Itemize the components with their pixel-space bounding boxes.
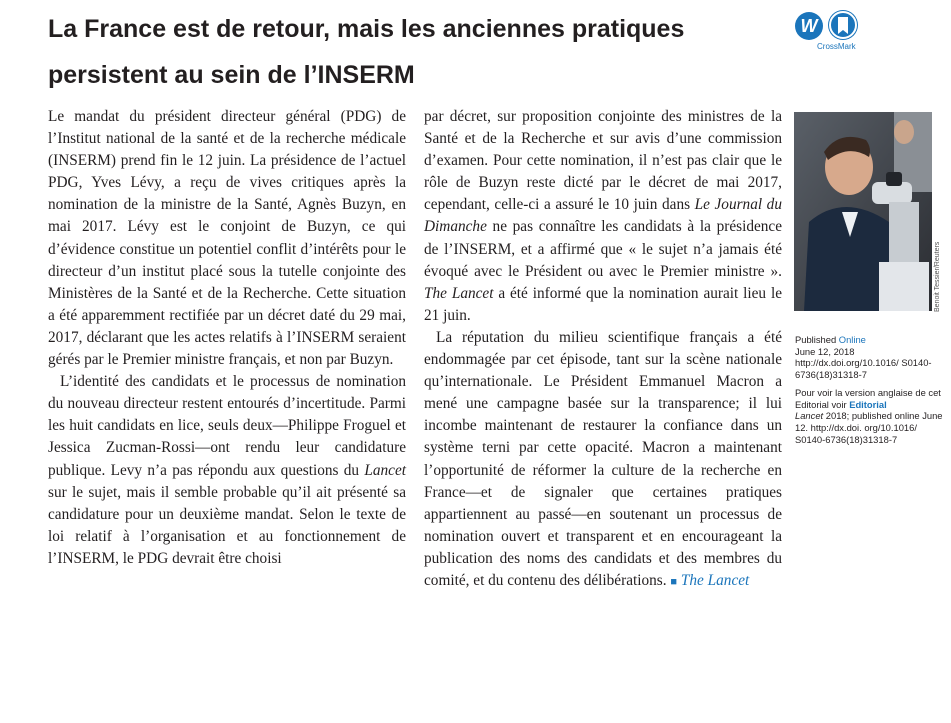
paragraph-4 — [424, 327, 782, 593]
the-lancet-italic: The Lancet — [424, 284, 494, 302]
macron-photo — [794, 112, 932, 311]
paragraph-2-text-b: sur le sujet, mais il semble probable qu’il ait présenté sa candidature pour un deuxième mandat. Selon le texte de loi relatif à l’organisation et au fonctionnement de l’INSERM, le PDG devrait être choisi — [48, 483, 406, 567]
published-online-link[interactable]: Online — [838, 334, 866, 345]
crossmark-icon[interactable] — [828, 10, 858, 40]
publication-sidebar — [795, 334, 945, 451]
paragraph-3 — [424, 106, 782, 327]
column-middle — [424, 106, 782, 593]
paragraph-2 — [48, 371, 406, 570]
signature: The Lancet — [680, 571, 750, 589]
published-label: Published — [795, 334, 839, 345]
paragraph-2-text-a: L’identité des candidats et le processus de nomination du nouveau directeur restent entourés d’incertitude. Parmi les huit candidats en lice, seuls deux—Philippe Froguel et Jessica Zucman-Rossi—ont rendu leur candidature publique. Levy n’a pas répondu aux questions du — [48, 373, 406, 479]
column-left — [48, 106, 406, 570]
journal-du-dimanche-italic: Le Journal du Dimanche — [424, 196, 782, 236]
publication-date: June 12, 2018 — [795, 345, 855, 357]
header-logos — [795, 10, 865, 54]
publication-info — [795, 334, 945, 381]
paragraph-3-text-a: par décret, sur proposition conjointe des ministres de la Santé et de la Recherche et sur avis d’une commission d’examen. Pour cette nomination, il n’est pas clair que le rôle de Buzyn reste dicté par le décret de mai 2017, cependant, celle-ci a assuré le 10 juin dans — [424, 108, 782, 214]
english-note-text-c: 2018; published online June 12. http://dx.doi. org/10.1016/ S0140-6736(18)31318-7 — [795, 410, 943, 445]
lancet-ref-italic: Lancet — [795, 410, 824, 422]
paragraph-3-text-c: a été informé que la nomination aurait lieu le 21 juin. — [424, 284, 782, 324]
wellcome-logo-icon[interactable]: W — [795, 12, 823, 40]
paragraph-3-text-b: ne pas connaître les candidats à la présidence de l’INSERM, et a affirmé que « le sujet n’a jamais été évoqué avec le Président ou avec le Premier ministre ». — [424, 218, 782, 280]
paragraph-1: Le mandat du président directeur général (PDG) de l’Institut national de la santé et de la recherche médicale (INSERM) prend fin le 12 juin. La présidence de l’actuel PDG, Yves Lévy, a reçu de vives critiques après la nomination de la ministre de la Santé, Agnès Buzyn, en mai 2017. Lévy est le conjoint de Buzyn, ce qui d’évidence constitue un potentiel conflit d’intérêts pour le directeur d’un institut placé sous la tutelle conjointe des Ministères de la Santé et de la Recherche. Cette situation a été apparemment rectifiée par un décret daté du 29 mai, 2017, déclarant que les actes relatifs à l’INSERM seraient gérés par le Premier ministre français, et non par Buzyn. — [48, 108, 406, 369]
english-note-text-a: Pour voir la version anglaise de cet Editorial voir — [795, 386, 941, 410]
article-title: La France est de retour, mais les anciennes pratiques persistent au sein de l’INSERM — [48, 15, 685, 89]
crossmark-label: CrossMark — [817, 42, 856, 51]
doi-link[interactable]: http://dx.doi.org/10.1016/ S0140-6736(18)31318-7 — [795, 357, 932, 381]
editorial-link[interactable]: Editorial — [849, 398, 887, 410]
lancet-italic: Lancet — [364, 461, 406, 479]
end-mark-icon: ■ — [670, 575, 678, 588]
paragraph-4-text: La réputation du milieu scientifique français a été endommagée par cet épisode, tant sur la scène nationale qu’internationale. Le Président Emmanuel Macron a mené une campagne basée sur la transparence; il lui incombe maintenant de restaurer la confiance dans un système terni par cette opacité. Macron a maintenant l’opportunité de réformer la culture de la recherche en France—et de signaler que certaines pratiques appartiennent au passé—en soutenant un processus de nomination ouvert et transparent et en encourageant la publication des noms des candidats et des membres du comité, et du contenu des délibérations. — [424, 328, 782, 589]
english-version-note — [795, 387, 945, 446]
photo-credit-text: Benoit Tessier/Reuters — [934, 241, 941, 312]
photo-illustration — [794, 112, 932, 311]
